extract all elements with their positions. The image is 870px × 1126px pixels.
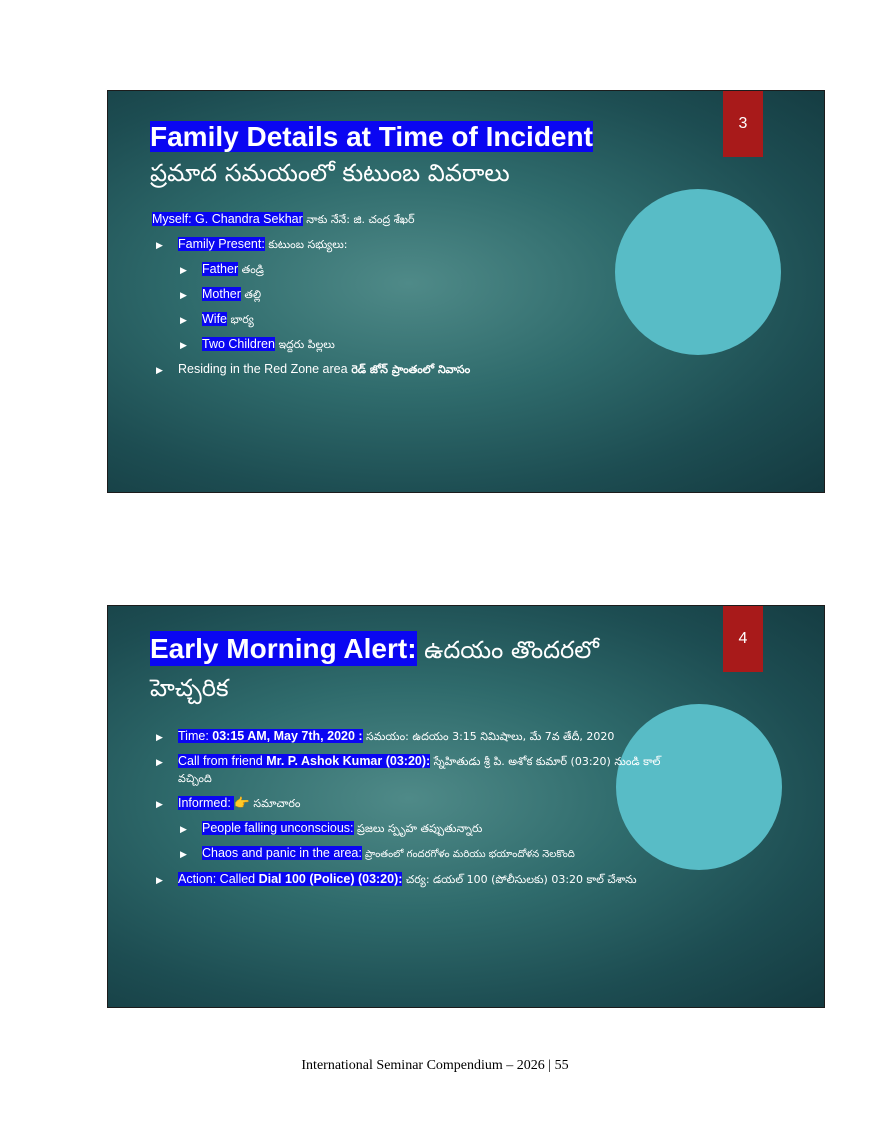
slide-title — [150, 631, 599, 668]
bullet-father — [202, 261, 470, 278]
bullet-mother-te: తల్లి — [240, 288, 262, 301]
bullet-people-te: ప్రజలు స్పృహ తప్పుతున్నారు — [353, 822, 483, 835]
bullet-time-highlight — [178, 729, 363, 743]
bullet-family-en: Family Present: — [178, 237, 265, 251]
bullet-chaos-te: ప్రాంతంలో గందరగోళం మరియు భయాందోళన నెలకొంది — [361, 849, 575, 860]
bullet-mother-en: Mother — [202, 287, 241, 301]
bullet-call-highlight — [178, 754, 430, 768]
bullet-time-te: సమయం: ఉదయం 3:15 నిమిషాలు, మే 7వ తేదీ, 2020 — [362, 730, 615, 743]
bullet-informed — [178, 795, 678, 812]
bullet-informed-te: సమాచారం — [249, 797, 301, 810]
slide-number: 3 — [723, 91, 763, 157]
bullet-informed-label: Informed: — [178, 796, 235, 810]
bullet-list — [178, 728, 678, 896]
slide-title-text: Family Details at Time of Incident — [150, 121, 593, 152]
bullet-action-label: Action: Called — [178, 872, 259, 886]
bullet-wife-en: Wife — [202, 312, 227, 326]
bullet-family-te: కుటుంబ సభ్యులు: — [264, 238, 348, 251]
bullet-wife — [202, 311, 470, 328]
slide-title-telugu-2: హెచ్చరిక — [150, 674, 229, 702]
bullet-call-value: Mr. P. Ashok Kumar (03:20): — [266, 754, 431, 768]
bullet-residing — [178, 361, 470, 378]
bullet-residing-en: Residing in the Red Zone area — [178, 362, 348, 376]
bullet-time — [178, 728, 678, 745]
slide-number: 4 — [723, 606, 763, 672]
decorative-circle — [615, 189, 781, 355]
slide-3 — [107, 90, 825, 493]
slide-title — [150, 119, 593, 155]
bullet-chaos-en: Chaos and panic in the area: — [202, 846, 362, 860]
bullet-time-value: 03:15 AM, May 7th, 2020 : — [212, 729, 363, 743]
bullet-chaos — [202, 845, 678, 863]
bullet-mother — [202, 286, 470, 303]
slide-title-telugu: ప్రమాద సమయంలో కుటుంబ వివరాలు — [150, 159, 510, 187]
bullet-father-en: Father — [202, 262, 239, 276]
bullet-action-te: చర్య: డయల్ 100 (పోలీసులకు) 03:20 కాల్ చేశాను — [402, 873, 637, 886]
bullet-action-highlight — [178, 872, 402, 886]
bullet-call-label: Call from friend — [178, 754, 267, 768]
bullet-myself-en: Myself: G. Chandra Sekhar — [152, 212, 303, 226]
bullet-people — [202, 820, 678, 837]
bullet-wife-te: భార్య — [227, 313, 254, 326]
bullet-children — [202, 336, 470, 353]
page-footer: International Seminar Compendium – 2026 | 55 — [301, 1058, 569, 1073]
slide-title-telugu-1: ఉదయం తొందరలో — [416, 636, 599, 664]
bullet-family — [178, 236, 470, 253]
slide-title-text: Early Morning Alert: — [150, 633, 417, 664]
bullet-residing-te: రెడ్ జోన్ ప్రాంతంలో నివాసం — [347, 363, 471, 376]
bullet-myself — [152, 211, 470, 228]
bullet-father-te: తండ్రి — [238, 263, 264, 276]
bullet-people-en: People falling unconscious: — [202, 821, 354, 835]
bullet-list — [152, 211, 471, 386]
bullet-action-value: Dial 100 (Police) (03:20): — [258, 872, 403, 886]
bullet-myself-te: నాకు నేనే: జి. చంద్ర శేఖర్ — [302, 213, 415, 226]
bullet-call-te: స్నేహితుడు శ్రీ పి. అశోక కుమార్ (03:20) నుండి కాల్ వచ్చింది — [178, 755, 661, 785]
pointing-hand-icon: 👉 — [234, 796, 250, 810]
bullet-children-te: ఇద్దరు పిల్లలు — [274, 338, 335, 351]
bullet-action — [178, 871, 678, 888]
bullet-call — [178, 753, 678, 787]
bullet-time-label: Time: — [178, 729, 213, 743]
bullet-children-en: Two Children — [202, 337, 275, 351]
slide-4 — [107, 605, 825, 1008]
